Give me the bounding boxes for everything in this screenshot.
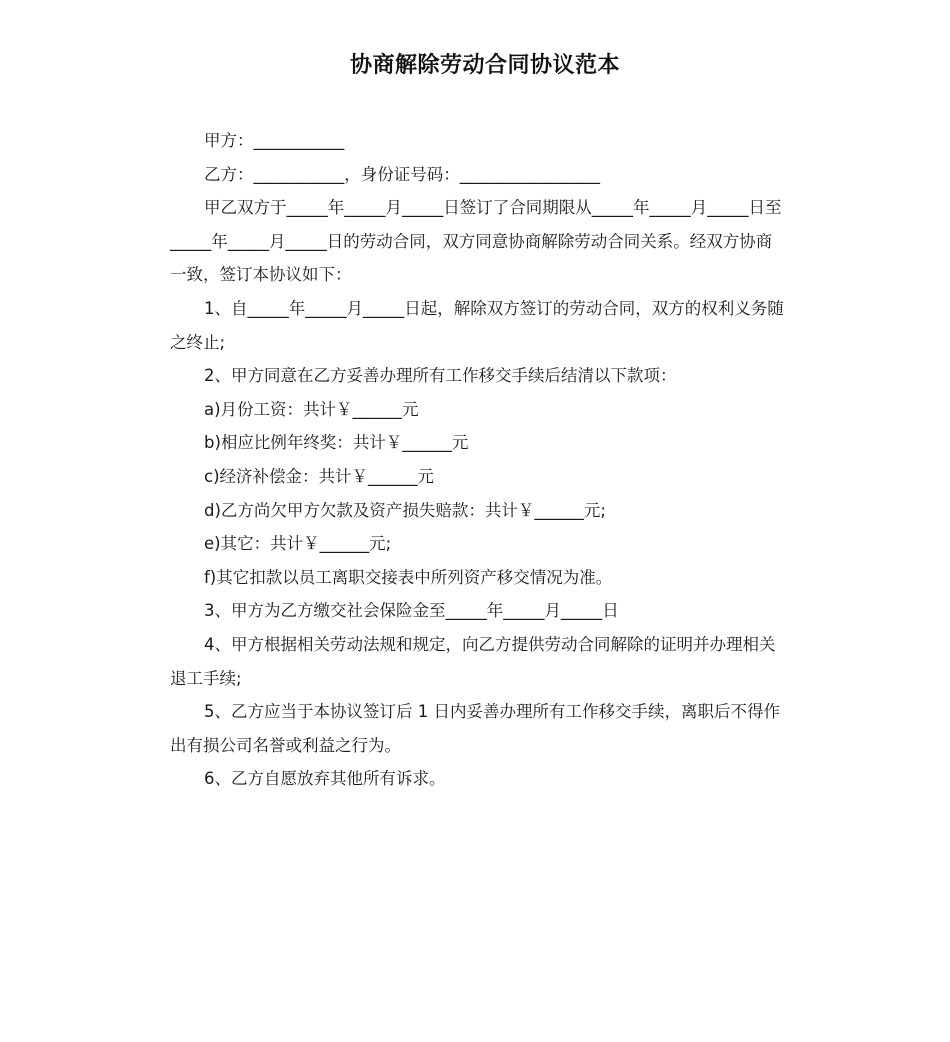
clause-2b: b)相应比例年终奖：共计￥______元 — [204, 433, 469, 453]
clause-2a: a)月份工资：共计￥______元 — [204, 399, 419, 419]
paragraph-party-b: 乙方：___________，身份证号码：_________________ — [204, 164, 600, 184]
paragraph-preamble: 甲乙双方于_____年_____月_____日签订了合同期限从_____年_____月_____日至_____年_____月_____日的劳动合同，双方同意协商解除劳动合同关系。经双方协商一致，签订本协议如下： — [170, 198, 782, 285]
document-body — [170, 124, 788, 796]
clause-4: 4、甲方根据相关劳动法规和规定，向乙方提供劳动合同解除的证明并办理相关退工手续; — [170, 634, 776, 688]
clause-1: 1、自_____年_____月_____日起，解除双方签订的劳动合同，双方的权利义务随之终止; — [170, 298, 784, 352]
clause-2d: d)乙方尚欠甲方欠款及资产损失赔款：共计￥______元; — [204, 500, 606, 520]
clause-2c: c)经济补偿金：共计￥______元 — [204, 466, 435, 486]
clause-2f: f)其它扣款以员工离职交接表中所列资产移交情况为准。 — [204, 567, 613, 587]
clause-5: 5、乙方应当于本协议签订后 1 日内妥善办理所有工作移交手续，离职后不得作出有损公司名誉或利益之行为。 — [170, 702, 780, 755]
clause-3: 3、甲方为乙方缴交社会保险金至_____年_____月_____日 — [204, 601, 619, 621]
document-title: 协商解除劳动合同协议范本 — [349, 53, 620, 78]
paragraph-party-a: 甲方：___________ — [204, 131, 345, 150]
clause-2e: e)其它：共计￥______元; — [204, 534, 392, 554]
clause-2: 2、甲方同意在乙方妥善办理所有工作移交手续后结清以下款项： — [204, 366, 677, 386]
clause-6: 6、乙方自愿放弃其他所有诉求。 — [204, 769, 446, 789]
